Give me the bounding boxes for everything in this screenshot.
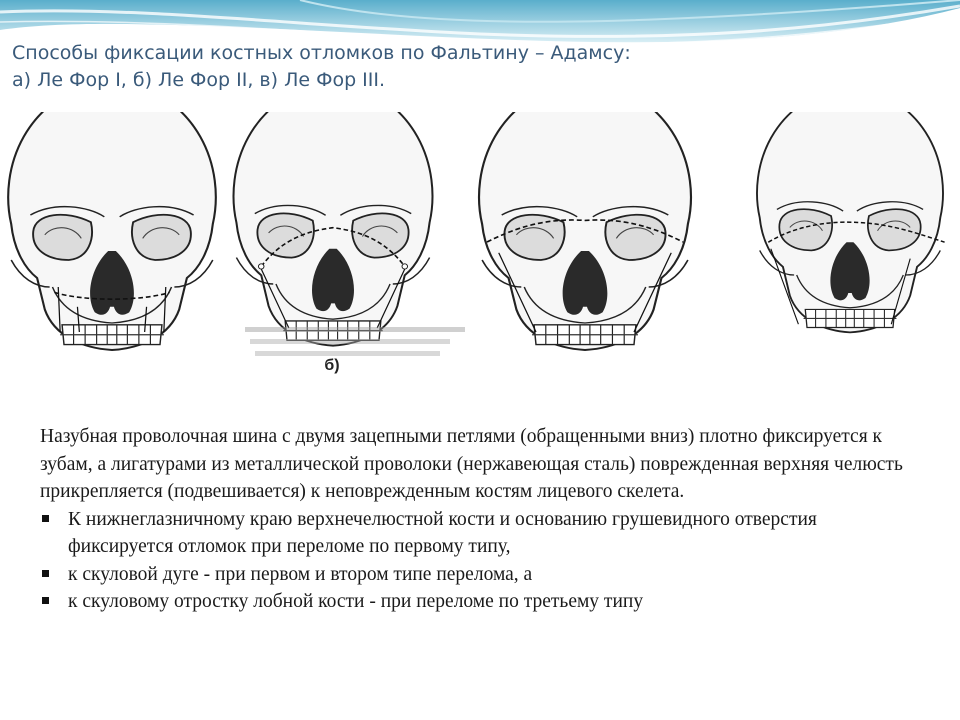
slide-title-line-1: Способы фиксации костных отломков по Фальтину – Адамсу: xyxy=(12,42,631,64)
bullet-text: к скуловой дуге - при первом и втором типе перелома, а xyxy=(68,563,533,585)
list-item xyxy=(40,506,920,561)
figure-label: б) xyxy=(324,357,340,374)
description-paragraph: Назубная проволочная шина с двумя зацепными петлями (обращенными вниз) плотно фиксируется к зубам, а лигатурами из металлической проволоки (нержавеющая сталь) поврежденная верхняя челюсть прикрепляется (подвешивается) к неповрежденным костям лицевого скелета. xyxy=(40,426,903,502)
skull-illustration-3 xyxy=(479,112,691,350)
square-bullet-icon xyxy=(42,597,49,604)
skull-illustration-2 xyxy=(234,112,433,346)
slide-body xyxy=(40,423,920,616)
list-item xyxy=(40,561,920,589)
square-bullet-icon xyxy=(42,515,49,522)
bullet-text: к скуловому отростку лобной кости - при переломе по третьему типу xyxy=(68,591,644,612)
square-bullet-icon xyxy=(42,570,49,577)
bullet-text: К нижнеглазничному краю верхнечелюстной кости и основанию грушевидного отверстия фиксируется отломок при переломе по первому типу, xyxy=(68,508,817,557)
background-print-texture xyxy=(245,327,465,356)
skull-illustration-1 xyxy=(8,112,216,350)
list-item xyxy=(40,588,920,616)
skull-illustration-4 xyxy=(757,112,945,332)
fixation-points-list xyxy=(40,506,920,616)
slide-title-line-2: а) Ле Фор I, б) Ле Фор II, в) Ле Фор III. xyxy=(12,69,386,91)
slide-title xyxy=(12,40,912,94)
skull-figures xyxy=(0,112,960,377)
